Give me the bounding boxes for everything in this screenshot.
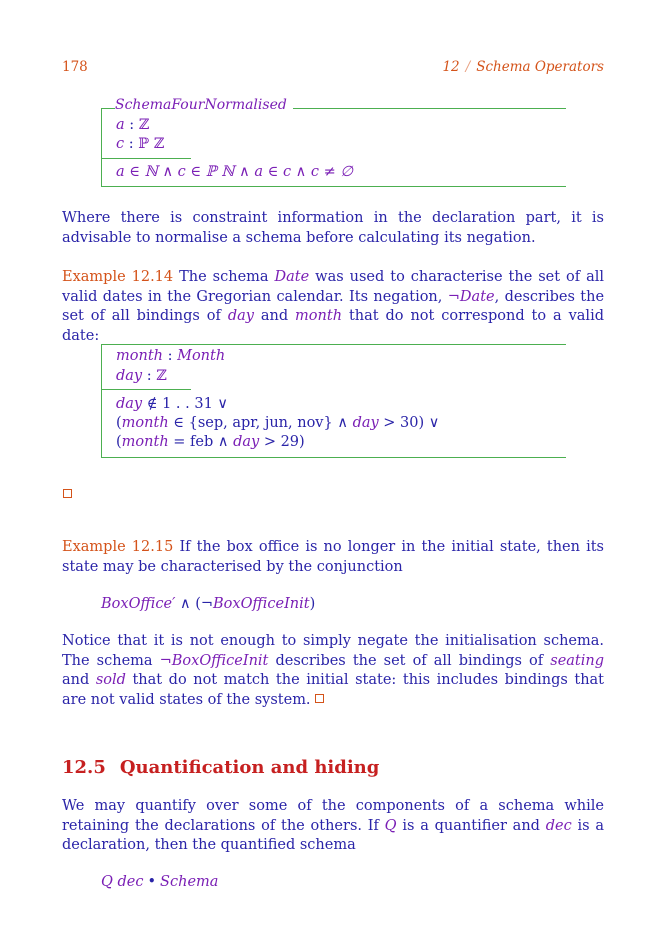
example-label: Example 12.15: [62, 539, 174, 555]
schema-name: SchemaFourNormalised: [115, 97, 293, 113]
end-of-example-mark: [63, 487, 72, 503]
schema-decl: c : ℙ ℤ: [116, 136, 165, 152]
section-heading: [62, 757, 379, 778]
end-of-example-mark: [315, 694, 324, 703]
schema-predicate: day ∉ 1 . . 31 ∨: [116, 396, 229, 412]
example-12-15: Example 12.15 If the box office is no longer in the initial state, then its state may be characterised by the conjunction: [62, 539, 604, 575]
example-label: Example 12.14: [62, 269, 174, 285]
chapter-title: Schema Operators: [476, 59, 604, 75]
schema-predicate: a ∈ ℕ ∧ c ∈ ℙ ℕ ∧ a ∈ c ∧ c ≠ ∅: [116, 164, 354, 180]
paragraph: We may quantify over some of the components of a schema while retaining the declarations of the others. If Q is a quantifier and dec is a declaration, then the quantified schema: [62, 798, 605, 853]
page-number: 178: [62, 59, 88, 75]
section-number: 12.5: [62, 757, 106, 778]
schema-divider: [101, 158, 191, 159]
chapter-number: 12: [442, 59, 460, 75]
schema-top-rule: [101, 344, 566, 345]
schema-bottom-rule: [101, 186, 566, 187]
schema-left-rule: [101, 344, 102, 458]
running-header: 12 / Schema Operators: [442, 59, 604, 75]
paragraph: Where there is constraint information in the declaration part, it is advisable to normalise a schema before calculating its negation.: [62, 210, 604, 246]
schema-bottom-rule: [101, 457, 566, 458]
schema-left-rule: [101, 108, 102, 186]
schema-predicate: (month = feb ∧ day > 29): [116, 434, 305, 450]
schema-decl: month : Month: [116, 348, 226, 364]
quantified-schema-formula: Q dec • Schema: [101, 874, 219, 890]
schema-predicate: (month ∈ {sep, apr, jun, nov} ∧ day > 30) ∨: [116, 415, 440, 431]
conjunction-formula: BoxOffice′ ∧ (¬BoxOfficeInit): [101, 596, 316, 612]
example-12-14: Example 12.14 The schema Date was used to characterise the set of all valid dates in the Gregorian calendar. Its negation, ¬Date, describes the set of all bindings of day and month that do not correspond to a valid date:: [62, 269, 605, 344]
schema-decl: day : ℤ: [116, 368, 167, 384]
schema-divider: [101, 389, 191, 390]
schema-decl: a : ℤ: [116, 117, 150, 133]
section-title: Quantification and hiding: [119, 757, 380, 778]
paragraph: Notice that it is not enough to simply negate the initialisation schema. The schema ¬BoxOfficeInit describes the set of all bindings of seating and sold that do not match the initial state: this includes bindings that are not valid states of the system.: [62, 633, 605, 708]
